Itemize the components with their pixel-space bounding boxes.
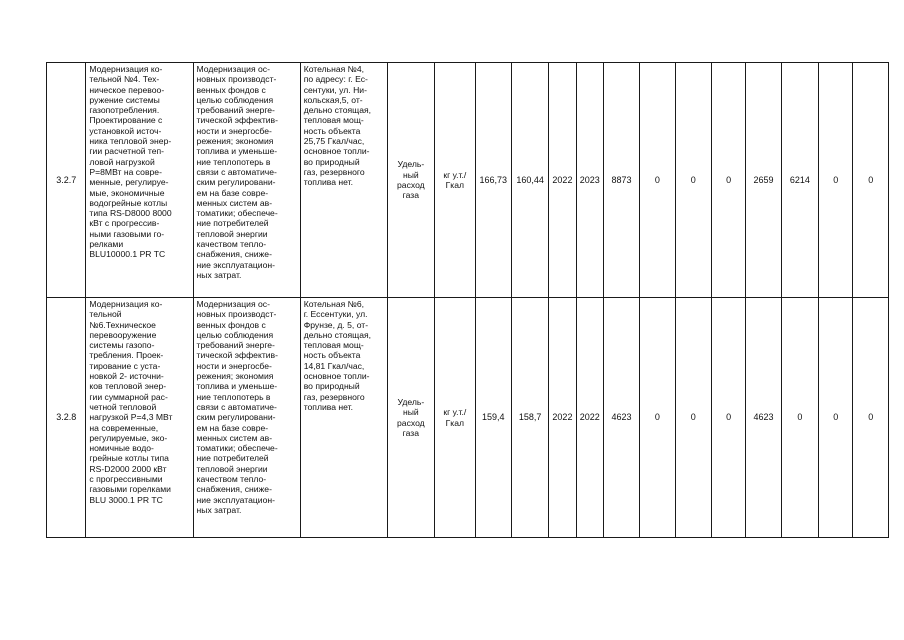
value-before: 166,73 (475, 63, 511, 298)
cost-cell: 0 (675, 63, 711, 298)
year-start: 2022 (549, 298, 576, 538)
cost-cell: 0 (640, 63, 675, 298)
cost-cell: 2659 (746, 63, 781, 298)
cost-cell: 0 (853, 298, 889, 538)
table-row (47, 298, 889, 538)
cost-cell: 0 (781, 298, 818, 538)
measure-name: Модернизация ко- тельной №4. Тех- ническое перевоо- ружение системы газопотребления. Проектирование с установкой источ- ника тепловой энер- гии расчетной теп- ловой нагрузкой P=8МВт на совре- менные, регулируе- мые, экономичные водогрейные котлы типа RS-D8000 8000 кВт с прогрессив- ными газовыми го- релками BLU10000.1 PR TC (86, 63, 193, 298)
object-description: Котельная №6, г. Ессентуки, ул. Фрунзе, д. 5, от- дельно стоящая, тепловая мощ- ность объекта 14,81 Гкал/час, основное топли- во природный газ, резервного топлива нет. (300, 298, 387, 538)
table-row (47, 63, 889, 298)
cost-cell: 0 (819, 63, 853, 298)
value-after: 158,7 (511, 298, 548, 538)
value-before: 159,4 (475, 298, 511, 538)
year-end: 2022 (576, 298, 603, 538)
indicator-name: Удель- ный расход газа (387, 63, 435, 298)
year-start: 2022 (549, 63, 576, 298)
unit-of-measure: кг у.т./ Гкал (435, 63, 475, 298)
cost-cell: 0 (853, 63, 889, 298)
measures-table (46, 62, 889, 538)
cost-cell: 6214 (781, 63, 818, 298)
cost-cell: 0 (819, 298, 853, 538)
row-number: 3.2.7 (47, 63, 86, 298)
measure-name: Модернизация ко- тельной №6.Техническое перевооружение системы газопо- требления. Проек- тирование с уста- новкой 2- источни- ков тепловой энер- гии суммарной рас- четной тепловой нагрузкой P=4,3 МВт на современные, регулируемые, эко- номичные водо- грейные котлы типа RS-D2000 2000 кВт с прогрессивными газовыми горелками BLU 3000.1 PR TC (86, 298, 193, 538)
value-after: 160,44 (511, 63, 548, 298)
cost-cell: 0 (711, 63, 745, 298)
year-end: 2023 (576, 63, 603, 298)
measure-goal: Модернизация ос- новных производст- венных фондов с целью соблюдения требований энерге- тической эффектив- ности и энергосбе- режения; экономия топлива и уменьше- ние теплопотерь в связи с автоматиче- ским регулировани- ем на базе совре- менных систем ав- томатики; обеспече- ние потребителей тепловой энергии качеством тепло- снабжения, сниже- ние эксплуатацион- ных затрат. (193, 63, 300, 298)
indicator-name: Удель- ный расход газа (387, 298, 435, 538)
total-cost: 8873 (603, 63, 639, 298)
measure-goal: Модернизация ос- новных производст- венных фондов с целью соблюдения требований энерге- тической эффектив- ности и энергосбе- режения; экономия топлива и уменьше- ние теплопотерь в связи с автоматиче- ским регулировани- ем на базе совре- менных систем ав- томатики; обеспече- ние потребителей тепловой энергии качеством тепло- снабжения, сниже- ние эксплуатацион- ных затрат. (193, 298, 300, 538)
unit-of-measure: кг у.т./ Гкал (435, 298, 475, 538)
total-cost: 4623 (603, 298, 639, 538)
cost-cell: 4623 (746, 298, 781, 538)
object-description: Котельная №4, по адресу: г. Ес- сентуки, ул. Ни- кольская,5, от- дельно стоящая, тепловая мощ- ность объекта 25,75 Гкал/час, основное топли- во природный газ, резервного топлива нет. (300, 63, 387, 298)
cost-cell: 0 (675, 298, 711, 538)
cost-cell: 0 (711, 298, 745, 538)
cost-cell: 0 (640, 298, 675, 538)
row-number: 3.2.8 (47, 298, 86, 538)
